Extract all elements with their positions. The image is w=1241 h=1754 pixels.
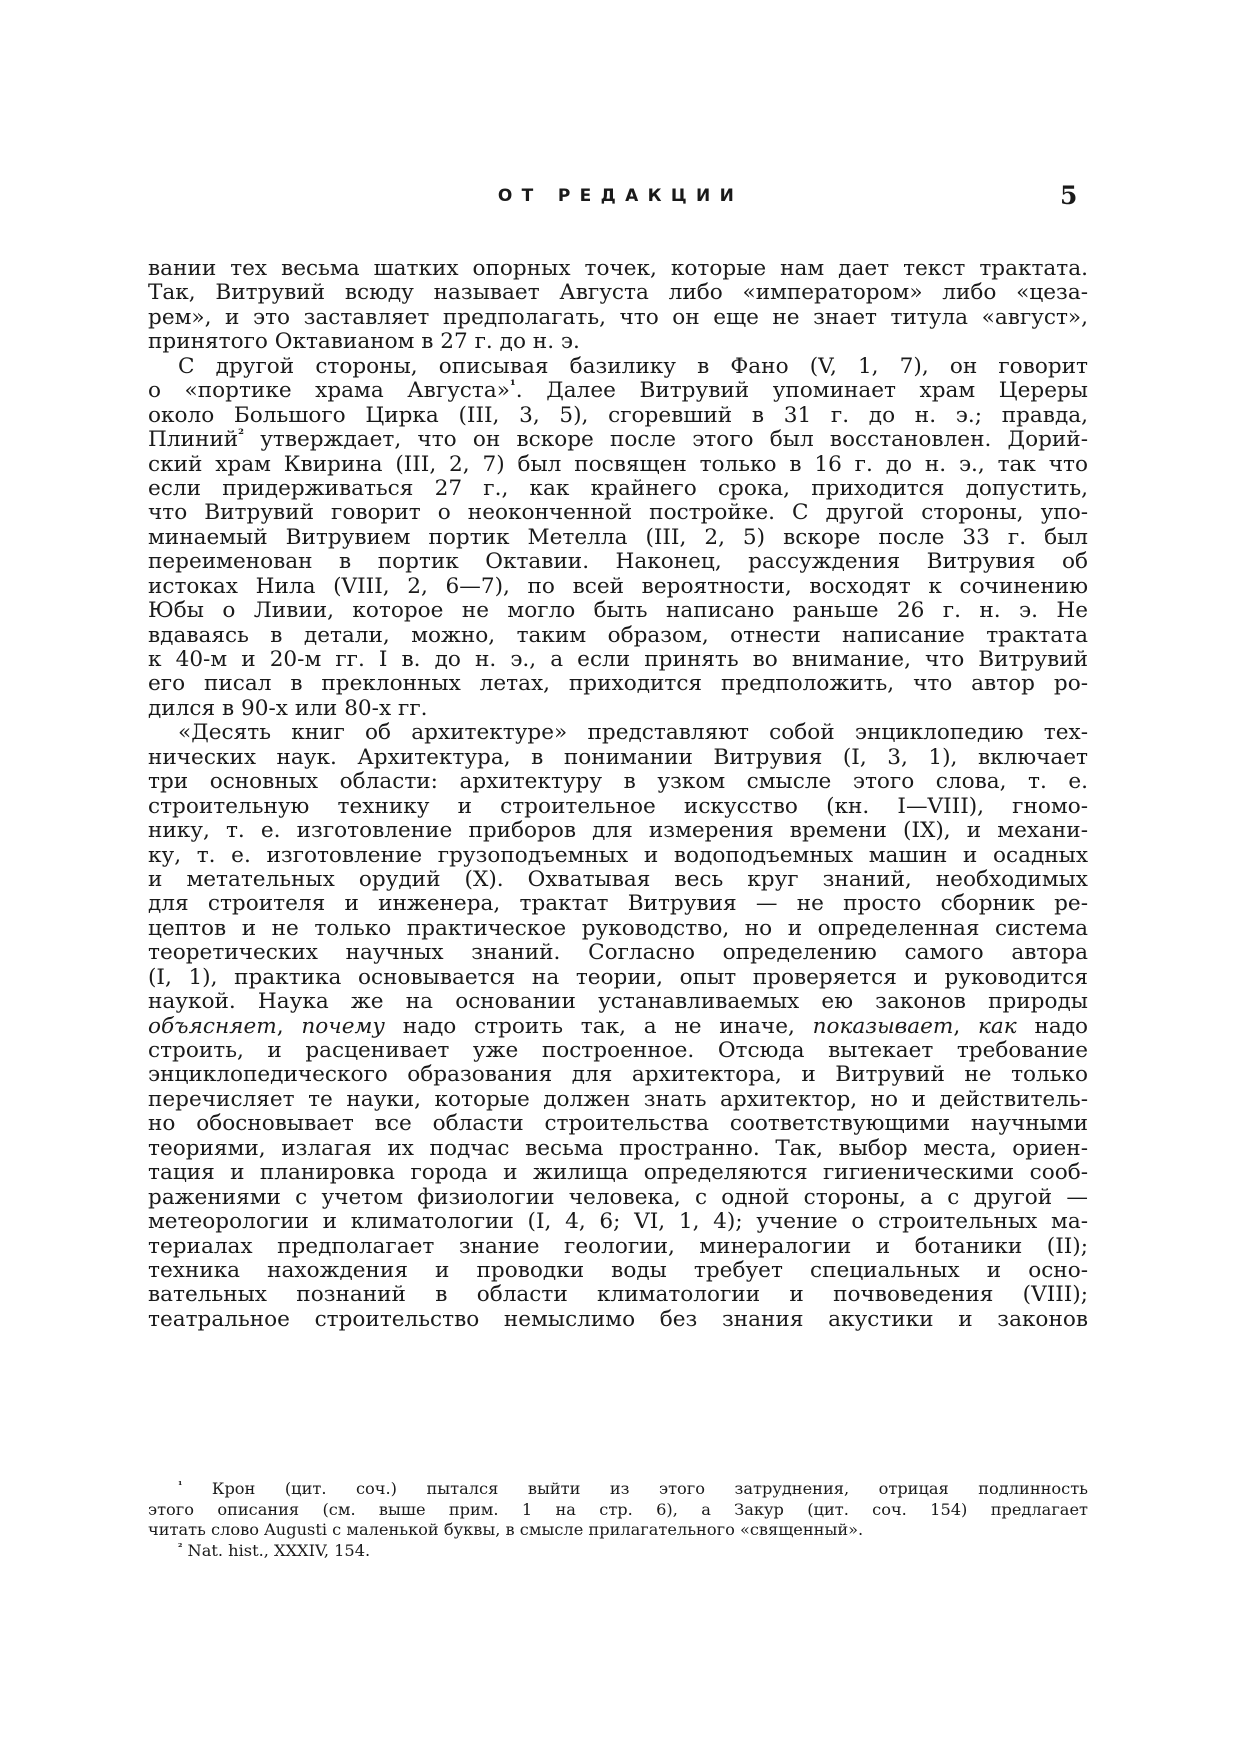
text-line: к 40-м и 20-м гг. I в. до н. э., а если принять во внимание, что Витрувий [148, 648, 1088, 672]
text-line: истоках Нила (VIII, 2, 6—7), по всей вероятности, восходят к сочинению [148, 574, 1088, 599]
emphasis: объясняет [148, 1014, 277, 1039]
footnote-line: этого описания (см. выше прим. 1 на стр. 6), а Закур (цит. соч. 154) предлагает [148, 1499, 1088, 1519]
text-line: объясняет, почему надо строить так, а не иначе, показывает, как надо [148, 1014, 1088, 1039]
text-line: но обосновывает все области строительства соответствующими научными [148, 1112, 1088, 1137]
text-line: цептов и не только практическое руководство, но и определенная система [148, 916, 1088, 941]
text-line: принятого Октавианом в 27 г. до н. э. [148, 330, 580, 355]
text-line: о «портике храма Августа»$^{^1}$. Далее Витрувий упоминает храм Цереры [148, 379, 1088, 404]
text-line: перечисляет те науки, которые должен знать архитектор, но и действитель- [148, 1087, 1088, 1112]
text-line: и метательных орудий (X). Охватывая весь круг знаний, необходимых [148, 867, 1088, 892]
running-title: ОТ РЕДАКЦИИ [497, 186, 744, 206]
footnote-line: $^{^2}$ Nat. hist., XXXIV, 154. [178, 1540, 371, 1560]
text-line: что Витрувий говорит о неоконченной постройке. С другой стороны, упо- [148, 501, 1088, 526]
text-line: Так, Витрувий всюду называет Августа либо «императором» либо «цеза- [148, 281, 1088, 306]
footnote-line: $^{^1}$ Крон (цит. соч.) пытался выйти из этого затруднения, отрицая подлинность [178, 1479, 1088, 1498]
emphasis: показывает [812, 1014, 954, 1039]
text-line: нику, т. е. изготовление приборов для измерения времени (IX), и механи- [148, 819, 1088, 844]
text-line: строительную технику и строительное искусство (кн. I—VIII), гномо- [148, 794, 1088, 819]
text-line: наукой. Наука же на основании устанавливаемых ею законов природы [148, 990, 1088, 1015]
text-line: териалах предполагает знание геологии, минералогии и ботаники (II); [148, 1234, 1088, 1259]
footnotes [148, 1479, 1088, 1561]
text-line: переименован в портик Октавии. Наконец, рассуждения Витрувия об [148, 550, 1088, 575]
emphasis: почему [301, 1014, 385, 1039]
text-line: ражениями с учетом физиологии человека, с одной стороны, а с другой — [148, 1185, 1088, 1210]
text-line: вательных познаний в области климатологии и почвоведения (VIII); [148, 1283, 1088, 1308]
text-line: дился в 90-х или 80-х гг. [148, 696, 428, 721]
text-line: «Десять книг об архитектуре» представляют собой энциклопедию тех- [178, 721, 1088, 746]
text-line: нических наук. Архитектура, в понимании Витрувия (I, 3, 1), включает [148, 745, 1088, 770]
text-line: ку, т. е. изготовление грузоподъемных и водоподъемных машин и осадных [148, 843, 1088, 868]
text-line: театральное строительство немыслимо без знания акустики и законов [148, 1307, 1088, 1332]
footnote-marker[interactable]: ¹ [509, 379, 516, 394]
text-line: Юбы о Ливии, которое не могло быть написано раньше 26 г. н. э. Не [148, 599, 1088, 624]
footnote-marker[interactable]: ² [178, 1541, 183, 1553]
text-line: метеорологии и климатологии (I, 4, 6; VI, 1, 4); учение о строительных ма- [148, 1210, 1088, 1235]
emphasis: как [978, 1014, 1017, 1039]
text-line: минаемый Витрувием портик Метелла (III, 2, 5) вскоре после 33 г. был [148, 525, 1088, 550]
text-line: для строителя и инженера, трактат Витрувия — не просто сборник ре- [148, 892, 1088, 917]
page-number: 5 [1060, 181, 1078, 210]
text-line: три основных области: архитектуру в узком смысле этого слова, т. е. [148, 770, 1088, 795]
text-line: (I, 1), практика основывается на теории, опыт проверяется и руководится [148, 965, 1088, 990]
footnote-marker[interactable]: ² [238, 428, 244, 443]
text-line: строить, и расценивает уже построенное. Отсюда вытекает требование [148, 1039, 1088, 1063]
footnote-line: читать слово Augusti с маленькой буквы, в смысле прилагательного «священный». [148, 1520, 864, 1539]
text-line: тация и планировка города и жилища определяются гигиеническими сооб- [148, 1161, 1088, 1186]
text-line: рем», и это заставляет предполагать, что он еще не знает титула «август», [148, 305, 1088, 330]
text-line: энциклопедического образования для архитектора, и Витрувий не только [148, 1063, 1088, 1088]
text-line: если придерживаться 27 г., как крайнего срока, приходится допустить, [148, 476, 1088, 501]
text-line: С другой стороны, описывая базилику в Фано (V, 1, 7), он говорит [178, 354, 1088, 379]
text-line: вдаваясь в детали, можно, таким образом, отнести написание трактата [148, 623, 1088, 648]
text-line: его писал в преклонных летах, приходится предположить, что автор ро- [148, 672, 1088, 697]
text-line: Плиний$^{^2}$ утверждает, что он вскоре после этого был восстановлен. Дорий- [148, 428, 1088, 453]
text-line: теориями, излагая их подчас весьма пространно. Так, выбор места, ориен- [148, 1136, 1088, 1161]
main-text [148, 257, 1088, 1332]
text-line: техника нахождения и проводки воды требует специальных и осно- [148, 1258, 1088, 1283]
text-line: ский храм Квирина (III, 2, 7) был посвящен только в 16 г. до н. э., так что [148, 452, 1088, 477]
text-line: теоретических научных знаний. Согласно определению самого автора [148, 941, 1088, 966]
text-line: около Большого Цирка (III, 3, 5), сгоревший в 31 г. до н. э.; правда, [148, 403, 1088, 428]
footnote-marker[interactable]: ¹ [178, 1480, 183, 1492]
text-line: вании тех весьма шатких опорных точек, которые нам дает текст трактата. [148, 257, 1088, 281]
